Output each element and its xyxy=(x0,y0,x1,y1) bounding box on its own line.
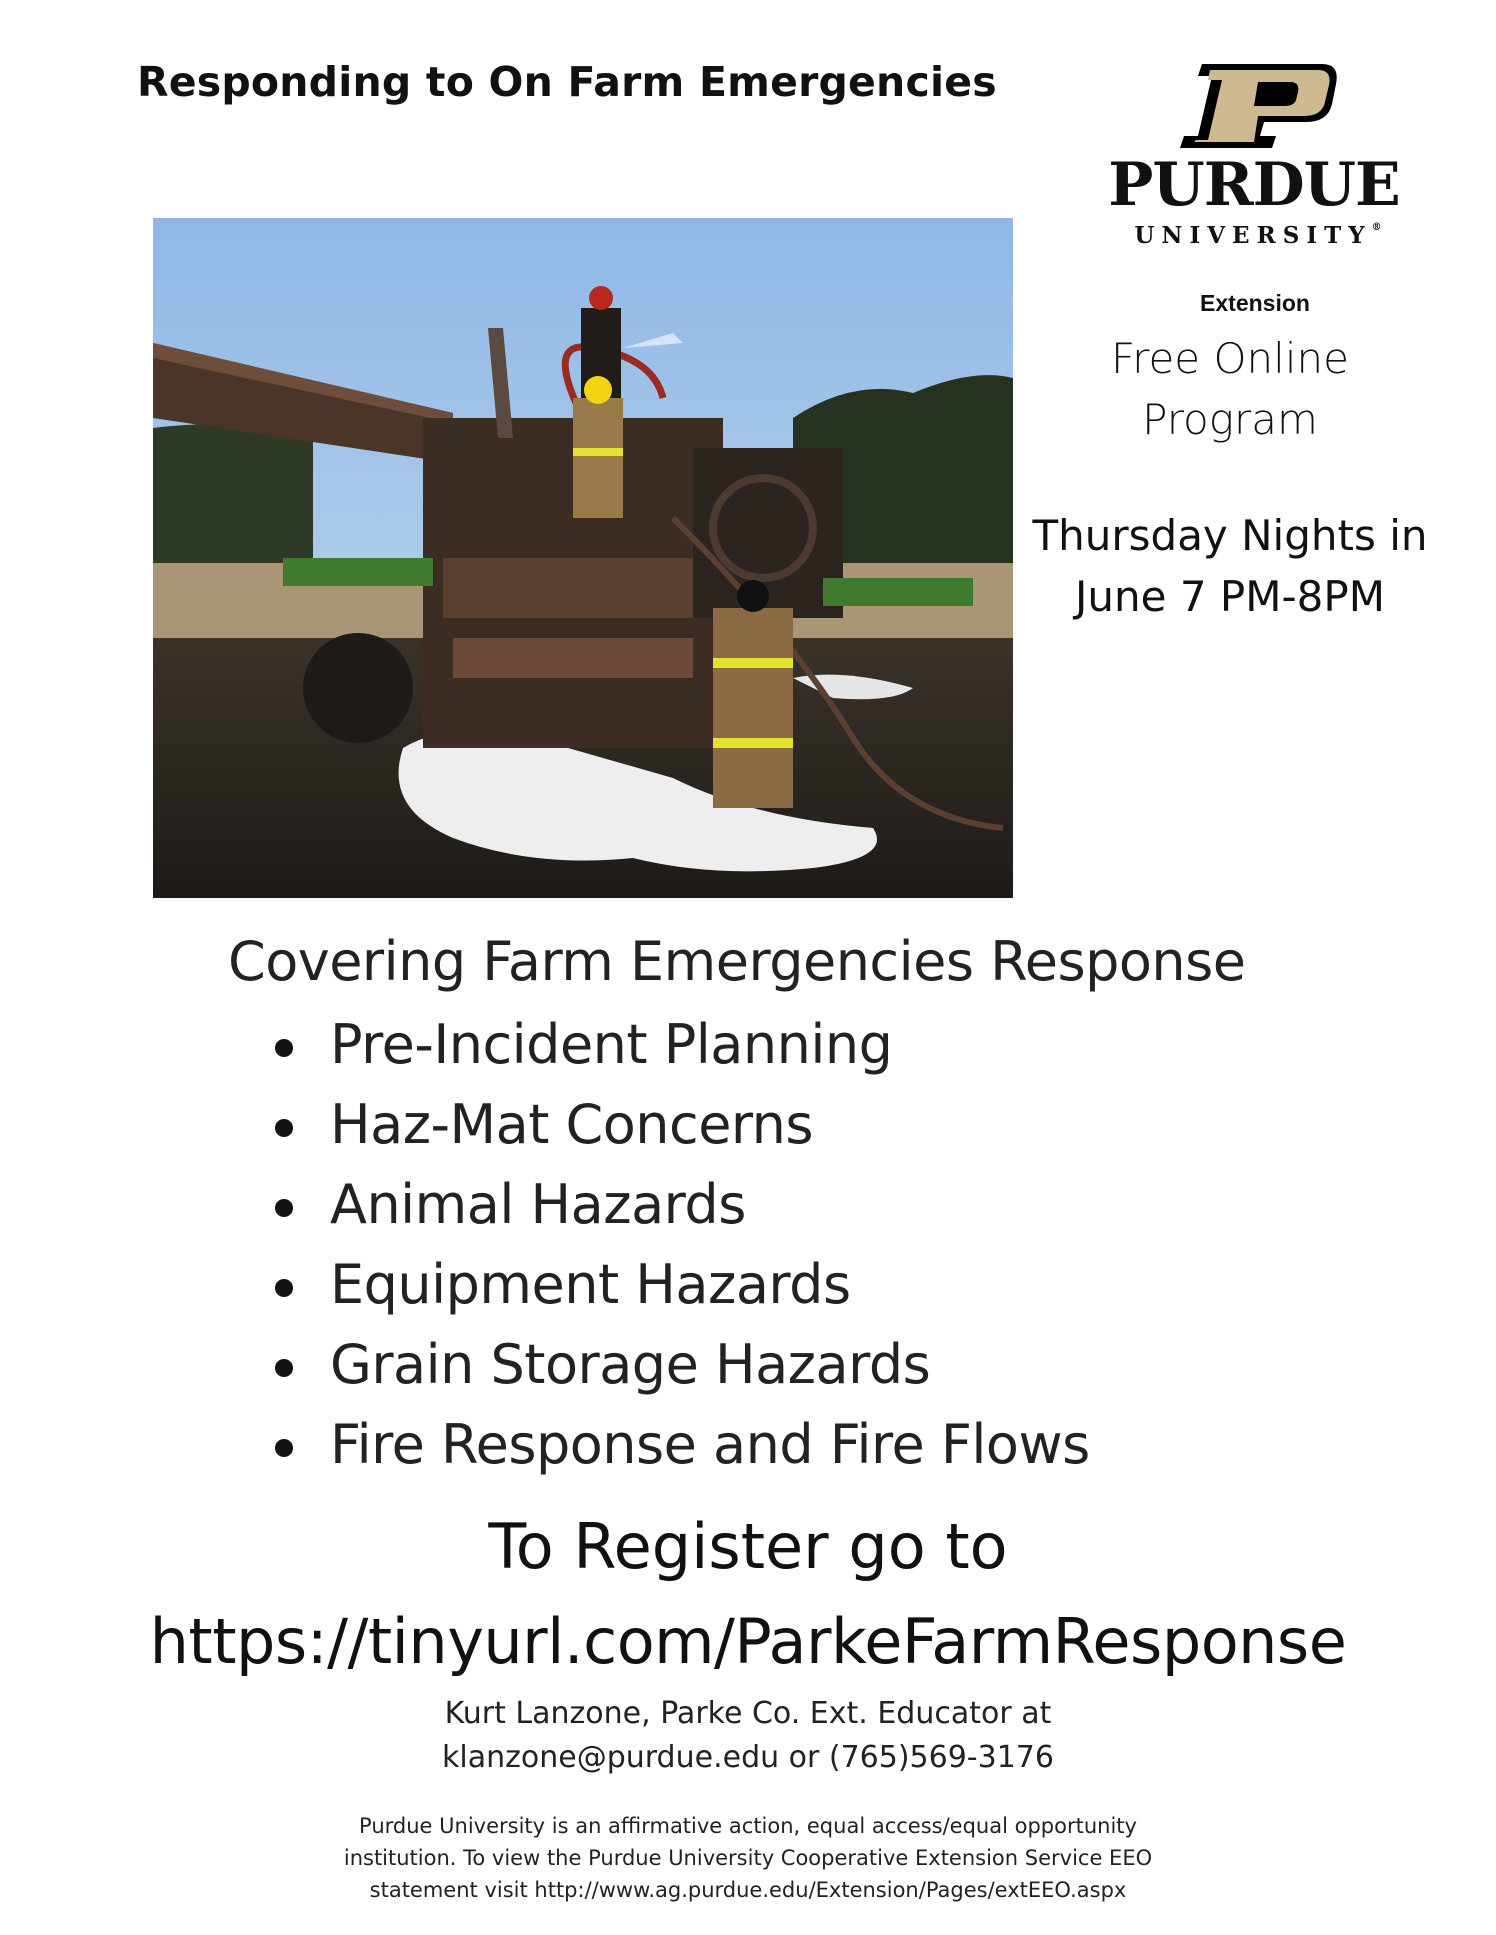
university-wordmark: UNIVERSITY® xyxy=(1134,222,1382,249)
topics-list xyxy=(270,1005,1090,1485)
list-item: Grain Storage Hazards xyxy=(270,1325,1090,1405)
topics-heading: Covering Farm Emergencies Response xyxy=(228,930,1246,993)
firefighters-combine-fire-photo xyxy=(153,218,1013,898)
extension-label: Extension xyxy=(1200,290,1310,316)
bullet-icon xyxy=(275,1439,293,1457)
list-item: Equipment Hazards xyxy=(270,1245,1090,1325)
eeo-statement: Purdue University is an affirmative action, equal access/equal opportunity institution. To view the Purdue University Cooperative Extension Service EEO statement visit http://www.ag.purdue.edu/Extension/Pages/extEEO.aspx xyxy=(343,1814,1153,1902)
bullet-icon xyxy=(275,1199,293,1217)
registration-link[interactable]: https://tinyurl.com/ParkeFarmResponse xyxy=(149,1605,1347,1678)
program-type: Free Online Program xyxy=(1111,334,1349,444)
bullet-icon xyxy=(275,1039,293,1057)
page-title: Responding to On Farm Emergencies xyxy=(137,58,997,106)
bullet-icon xyxy=(275,1119,293,1137)
schedule: Thursday Nights in June 7 PM-8PM xyxy=(1032,511,1428,621)
purdue-wordmark: PURDUE xyxy=(1108,150,1400,220)
list-item: Animal Hazards xyxy=(270,1165,1090,1245)
list-item: Fire Response and Fire Flows xyxy=(270,1405,1090,1485)
contact-info: Kurt Lanzone, Parke Co. Ext. Educator at klanzone@purdue.edu or (765)569-3176 xyxy=(442,1696,1054,1775)
list-item: Pre-Incident Planning xyxy=(270,1005,1090,1085)
list-item: Haz-Mat Concerns xyxy=(270,1085,1090,1165)
bullet-icon xyxy=(275,1359,293,1377)
purdue-p-logo-icon xyxy=(1172,60,1342,152)
bullet-icon xyxy=(275,1279,293,1297)
register-prompt: To Register go to xyxy=(488,1510,1008,1583)
